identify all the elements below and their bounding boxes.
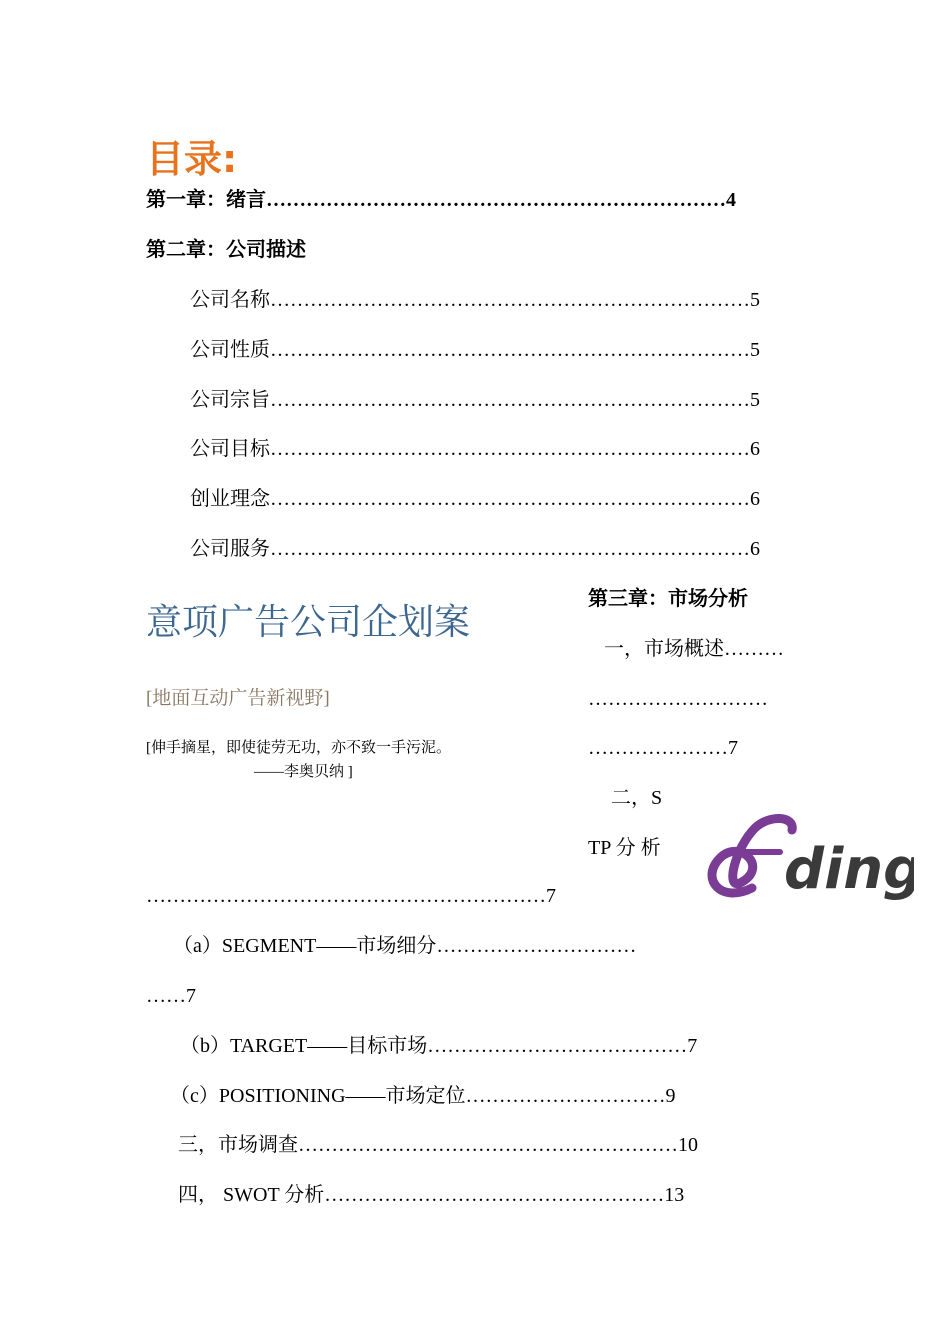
toc-entry-market-overview-page: …………………7 <box>588 737 738 759</box>
toc-entry-segment[interactable]: （a）SEGMENT——市场细分………………………… <box>173 935 637 957</box>
toc-entry-market-research[interactable]: 三，市场调查…………………………………………………10 <box>178 1134 698 1156</box>
cover-title: 意项广告公司企划案 <box>146 602 471 643</box>
toc-entry-target[interactable]: （b）TARGET——目标市场…………………………………7 <box>180 1035 698 1057</box>
toc-title: 目录: <box>146 137 238 181</box>
fding-logo-icon <box>700 808 914 904</box>
quote-text: [伸手摘星，即使徒劳无功，亦不致一手污泥。 <box>146 740 451 756</box>
toc-entry-stp-cont: TP 分 析 <box>588 837 661 859</box>
toc-entry-philosophy[interactable]: 创业理念………………………………………………………………6 <box>190 488 760 510</box>
toc-entry-company-nature[interactable]: 公司性质………………………………………………………………5 <box>190 339 760 361</box>
quote-author: ——李奥贝纳 ] <box>254 764 353 780</box>
toc-entry-company-name[interactable]: 公司名称………………………………………………………………5 <box>190 289 760 311</box>
toc-entry-swot[interactable]: 四， SWOT 分析……………………………………………13 <box>178 1184 685 1206</box>
toc-entry-stp[interactable]: 二，S <box>611 787 663 809</box>
toc-entry-stp-page: ……………………………………………………7 <box>146 885 556 907</box>
cover-quote <box>146 736 451 784</box>
toc-entry-market-overview[interactable]: 一，市场概述……… <box>604 638 784 660</box>
toc-entry-segment-page: ……7 <box>146 985 196 1007</box>
toc-entry-services[interactable]: 公司服务………………………………………………………………6 <box>190 538 760 560</box>
cover-subtitle: [地面互动广告新视野] <box>146 688 330 709</box>
toc-entry-chapter-1[interactable]: 第一章：绪言……………………………………………………………4 <box>146 189 736 211</box>
toc-entry-positioning[interactable]: （c）POSITIONING——市场定位…………………………9 <box>170 1085 676 1107</box>
toc-entry-company-purpose[interactable]: 公司宗旨………………………………………………………………5 <box>190 389 760 411</box>
toc-entry-market-overview-cont: ……………………… <box>588 688 768 710</box>
toc-heading-chapter-3: 第三章：市场分析 <box>588 588 748 610</box>
toc-heading-chapter-2: 第二章：公司描述 <box>146 239 306 261</box>
logo-text: ding <box>784 837 914 902</box>
toc-entry-company-goal[interactable]: 公司目标………………………………………………………………6 <box>190 438 760 460</box>
